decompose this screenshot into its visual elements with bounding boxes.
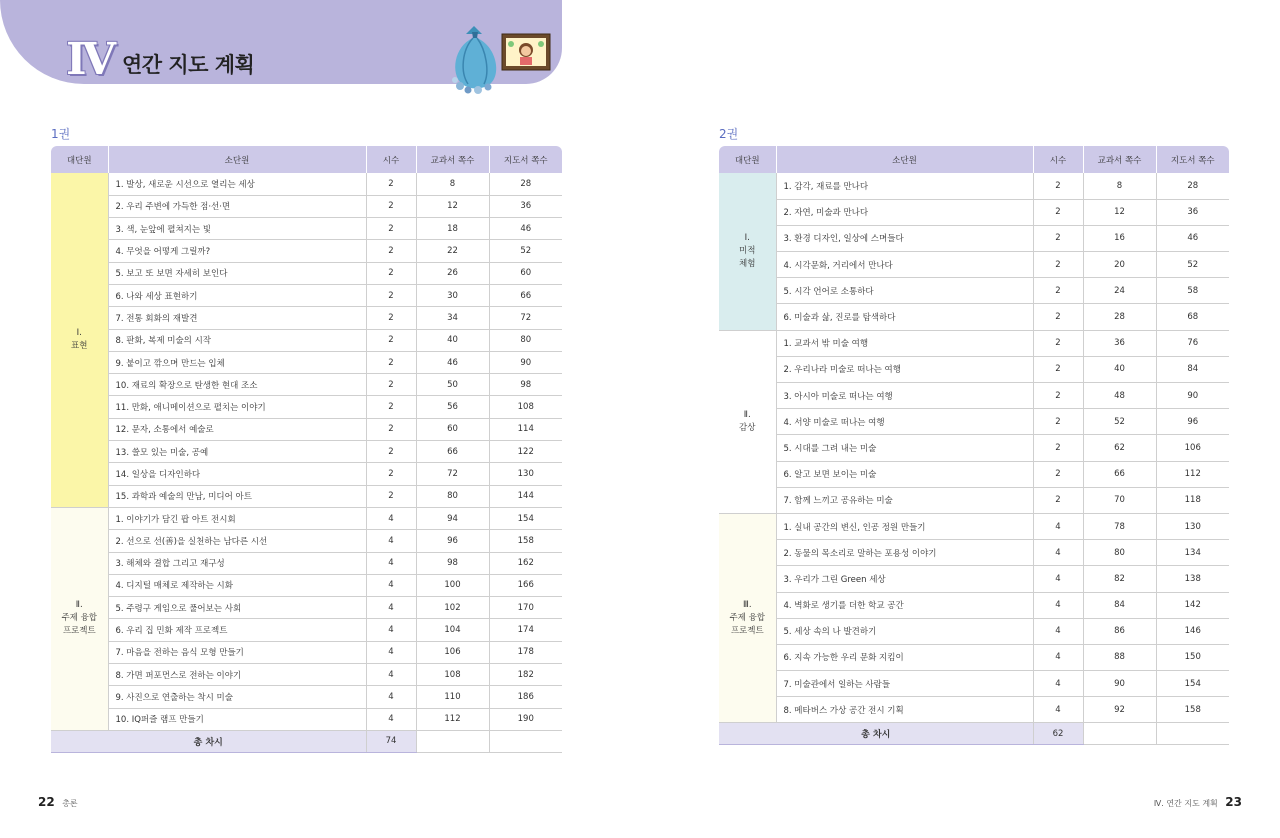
major-unit-cell: Ⅱ. 감상 bbox=[719, 330, 776, 513]
table-row bbox=[719, 618, 1229, 644]
hours-cell: 2 bbox=[1033, 330, 1083, 356]
guide-page-cell: 122 bbox=[489, 441, 562, 463]
textbook-page-cell: 16 bbox=[1083, 225, 1156, 251]
guide-page-cell: 158 bbox=[1156, 697, 1229, 723]
textbook-page-cell: 86 bbox=[1083, 618, 1156, 644]
hours-cell: 2 bbox=[366, 173, 416, 195]
minor-unit-cell: 3. 아시아 미술로 떠나는 여행 bbox=[776, 383, 1033, 409]
minor-unit-cell: 7. 마음을 전하는 음식 모형 만들기 bbox=[108, 641, 366, 663]
minor-unit-cell: 8. 판화, 복제 미술의 시작 bbox=[108, 329, 366, 351]
header-hours: 시수 bbox=[1033, 146, 1083, 173]
table-row bbox=[719, 592, 1229, 618]
textbook-page-cell: 36 bbox=[1083, 330, 1156, 356]
textbook-page-cell: 102 bbox=[416, 597, 489, 619]
major-unit-cell: Ⅱ. 주제 융합 프로젝트 bbox=[51, 507, 108, 730]
bag-illustration-icon bbox=[452, 26, 496, 94]
minor-unit-cell: 5. 주령구 게임으로 풀어보는 사회 bbox=[108, 597, 366, 619]
textbook-page-cell: 108 bbox=[416, 664, 489, 686]
table-row bbox=[51, 195, 562, 217]
table-row bbox=[719, 330, 1229, 356]
major-unit-cell: Ⅰ. 표현 bbox=[51, 173, 108, 507]
minor-unit-cell: 1. 감각, 재료를 만나다 bbox=[776, 173, 1033, 199]
textbook-page-cell: 30 bbox=[416, 284, 489, 306]
textbook-page-cell: 40 bbox=[416, 329, 489, 351]
total-empty-cell bbox=[1156, 723, 1229, 745]
table-row bbox=[51, 240, 562, 262]
table-row bbox=[719, 461, 1229, 487]
minor-unit-cell: 4. 서양 미술로 떠나는 여행 bbox=[776, 409, 1033, 435]
hours-cell: 2 bbox=[366, 262, 416, 284]
textbook-page-cell: 104 bbox=[416, 619, 489, 641]
hours-cell: 4 bbox=[366, 641, 416, 663]
hours-cell: 2 bbox=[366, 374, 416, 396]
chapter-numeral: Ⅳ bbox=[66, 34, 114, 85]
guide-page-cell: 80 bbox=[489, 329, 562, 351]
hours-cell: 4 bbox=[366, 708, 416, 730]
hours-cell: 4 bbox=[366, 552, 416, 574]
hours-cell: 2 bbox=[366, 351, 416, 373]
textbook-page-cell: 18 bbox=[416, 218, 489, 240]
guide-page-cell: 138 bbox=[1156, 566, 1229, 592]
hours-cell: 4 bbox=[366, 507, 416, 529]
minor-unit-cell: 9. 사진으로 연출하는 착시 미술 bbox=[108, 686, 366, 708]
guide-page-cell: 150 bbox=[1156, 644, 1229, 670]
volume2-plan-table bbox=[719, 146, 1229, 745]
hours-cell: 4 bbox=[1033, 540, 1083, 566]
minor-unit-cell: 6. 미술과 삶, 진로를 탐색하다 bbox=[776, 304, 1033, 330]
hours-cell: 4 bbox=[1033, 671, 1083, 697]
table-row bbox=[51, 374, 562, 396]
table-row bbox=[51, 173, 562, 195]
total-hours: 62 bbox=[1033, 723, 1083, 745]
hours-cell: 4 bbox=[366, 664, 416, 686]
textbook-page-cell: 106 bbox=[416, 641, 489, 663]
hours-cell: 2 bbox=[366, 284, 416, 306]
hours-cell: 2 bbox=[366, 418, 416, 440]
minor-unit-cell: 2. 우리 주변에 가득한 점·선·면 bbox=[108, 195, 366, 217]
textbook-page-cell: 20 bbox=[1083, 252, 1156, 278]
hours-cell: 2 bbox=[1033, 252, 1083, 278]
textbook-page-cell: 40 bbox=[1083, 356, 1156, 382]
minor-unit-cell: 2. 자연, 미술과 만나다 bbox=[776, 199, 1033, 225]
hours-cell: 2 bbox=[1033, 304, 1083, 330]
total-empty-cell bbox=[489, 730, 562, 752]
minor-unit-cell: 2. 선으로 선(善)을 실천하는 남다른 시선 bbox=[108, 530, 366, 552]
minor-unit-cell: 4. 무엇을 어떻게 그릴까? bbox=[108, 240, 366, 262]
header-major-unit: 대단원 bbox=[51, 146, 108, 173]
header-hours: 시수 bbox=[366, 146, 416, 173]
hours-cell: 2 bbox=[366, 218, 416, 240]
guide-page-cell: 142 bbox=[1156, 592, 1229, 618]
table-row bbox=[51, 574, 562, 596]
footer-right-text: Ⅳ. 연간 지도 계획 bbox=[1153, 799, 1218, 808]
page-number-left: 22 bbox=[38, 795, 55, 809]
table-row bbox=[719, 304, 1229, 330]
hours-cell: 2 bbox=[1033, 409, 1083, 435]
guide-page-cell: 190 bbox=[489, 708, 562, 730]
decorative-illustration bbox=[444, 20, 554, 96]
guide-page-cell: 118 bbox=[1156, 487, 1229, 513]
minor-unit-cell: 6. 우리 집 민화 제작 프로젝트 bbox=[108, 619, 366, 641]
table-row bbox=[51, 708, 562, 730]
footer-right bbox=[1154, 795, 1242, 809]
hours-cell: 2 bbox=[366, 195, 416, 217]
table-row bbox=[51, 218, 562, 240]
guide-page-cell: 130 bbox=[1156, 513, 1229, 539]
minor-unit-cell: 9. 붙이고 깎으며 만드는 입체 bbox=[108, 351, 366, 373]
table-row bbox=[719, 487, 1229, 513]
hours-cell: 2 bbox=[366, 485, 416, 507]
volume2-label: 2권 bbox=[719, 127, 739, 141]
hours-cell: 4 bbox=[366, 619, 416, 641]
minor-unit-cell: 1. 실내 공간의 변신, 인공 정원 만들기 bbox=[776, 513, 1033, 539]
textbook-page-cell: 78 bbox=[1083, 513, 1156, 539]
major-unit-cell: Ⅲ. 주제 융합 프로젝트 bbox=[719, 513, 776, 723]
guide-page-cell: 58 bbox=[1156, 278, 1229, 304]
table-row bbox=[719, 173, 1229, 199]
table-row bbox=[51, 686, 562, 708]
minor-unit-cell: 10. 재료의 확장으로 탄생한 현대 조소 bbox=[108, 374, 366, 396]
table-row bbox=[51, 262, 562, 284]
table-row bbox=[51, 485, 562, 507]
textbook-page-cell: 48 bbox=[1083, 383, 1156, 409]
textbook-page-cell: 34 bbox=[416, 307, 489, 329]
guide-page-cell: 144 bbox=[489, 485, 562, 507]
minor-unit-cell: 4. 벽화로 생기를 더한 학교 공간 bbox=[776, 592, 1033, 618]
guide-page-cell: 174 bbox=[489, 619, 562, 641]
hours-cell: 2 bbox=[366, 396, 416, 418]
table-row bbox=[51, 396, 562, 418]
volume1-plan-table bbox=[51, 146, 562, 753]
table-row bbox=[719, 697, 1229, 723]
table-row bbox=[51, 329, 562, 351]
hours-cell: 2 bbox=[1033, 278, 1083, 304]
page-number-right: 23 bbox=[1225, 795, 1242, 809]
textbook-page-cell: 84 bbox=[1083, 592, 1156, 618]
header-textbook-pages: 교과서 쪽수 bbox=[1083, 146, 1156, 173]
hours-cell: 2 bbox=[366, 240, 416, 262]
table-row bbox=[51, 530, 562, 552]
textbook-page-cell: 98 bbox=[416, 552, 489, 574]
table-row bbox=[719, 671, 1229, 697]
guide-page-cell: 108 bbox=[489, 396, 562, 418]
volume1-label: 1권 bbox=[51, 127, 71, 141]
guide-page-cell: 186 bbox=[489, 686, 562, 708]
guide-page-cell: 158 bbox=[489, 530, 562, 552]
guide-page-cell: 84 bbox=[1156, 356, 1229, 382]
table-row bbox=[51, 351, 562, 373]
textbook-page-cell: 8 bbox=[1083, 173, 1156, 199]
minor-unit-cell: 6. 알고 보면 보이는 미술 bbox=[776, 461, 1033, 487]
hours-cell: 4 bbox=[366, 686, 416, 708]
guide-page-cell: 182 bbox=[489, 664, 562, 686]
textbook-page-cell: 50 bbox=[416, 374, 489, 396]
textbook-page-cell: 56 bbox=[416, 396, 489, 418]
total-empty-cell bbox=[416, 730, 489, 752]
textbook-page-cell: 80 bbox=[1083, 540, 1156, 566]
table-row bbox=[719, 225, 1229, 251]
minor-unit-cell: 13. 쓸모 있는 미술, 공예 bbox=[108, 441, 366, 463]
guide-page-cell: 166 bbox=[489, 574, 562, 596]
hours-cell: 4 bbox=[366, 530, 416, 552]
hours-cell: 4 bbox=[366, 597, 416, 619]
hours-cell: 2 bbox=[1033, 173, 1083, 199]
textbook-page-cell: 62 bbox=[1083, 435, 1156, 461]
table-row bbox=[719, 278, 1229, 304]
guide-page-cell: 130 bbox=[489, 463, 562, 485]
table-row bbox=[719, 356, 1229, 382]
textbook-page-cell: 80 bbox=[416, 485, 489, 507]
textbook-page-cell: 52 bbox=[1083, 409, 1156, 435]
hours-cell: 2 bbox=[1033, 199, 1083, 225]
table-header-row bbox=[51, 146, 562, 173]
textbook-page-cell: 26 bbox=[416, 262, 489, 284]
table-row bbox=[719, 383, 1229, 409]
guide-page-cell: 146 bbox=[1156, 618, 1229, 644]
textbook-page-cell: 94 bbox=[416, 507, 489, 529]
table-row bbox=[719, 540, 1229, 566]
hours-cell: 2 bbox=[1033, 435, 1083, 461]
footer-left-text: 총론 bbox=[62, 799, 78, 808]
minor-unit-cell: 14. 일상을 디자인하다 bbox=[108, 463, 366, 485]
minor-unit-cell: 7. 함께 느끼고 공유하는 미술 bbox=[776, 487, 1033, 513]
minor-unit-cell: 5. 시각 언어로 소통하다 bbox=[776, 278, 1033, 304]
textbook-page-cell: 72 bbox=[416, 463, 489, 485]
hours-cell: 2 bbox=[1033, 225, 1083, 251]
hours-cell: 4 bbox=[1033, 592, 1083, 618]
guide-page-cell: 90 bbox=[1156, 383, 1229, 409]
textbook-page-cell: 12 bbox=[1083, 199, 1156, 225]
table-row bbox=[51, 284, 562, 306]
hours-cell: 2 bbox=[366, 307, 416, 329]
textbook-page-cell: 88 bbox=[1083, 644, 1156, 670]
table-row bbox=[51, 641, 562, 663]
guide-page-cell: 52 bbox=[1156, 252, 1229, 278]
textbook-page-cell: 46 bbox=[416, 351, 489, 373]
textbook-page-cell: 28 bbox=[1083, 304, 1156, 330]
guide-page-cell: 76 bbox=[1156, 330, 1229, 356]
minor-unit-cell: 5. 보고 또 보면 자세히 보인다 bbox=[108, 262, 366, 284]
page-title: 연간 지도 계획 bbox=[122, 53, 255, 77]
total-row bbox=[51, 730, 562, 752]
table-row bbox=[719, 435, 1229, 461]
guide-page-cell: 68 bbox=[1156, 304, 1229, 330]
minor-unit-cell: 15. 과학과 예술의 만남, 미디어 아트 bbox=[108, 485, 366, 507]
guide-page-cell: 52 bbox=[489, 240, 562, 262]
total-label: 총 차시 bbox=[719, 723, 1033, 745]
framed-picture-icon bbox=[502, 34, 550, 70]
guide-page-cell: 114 bbox=[489, 418, 562, 440]
header-major-unit: 대단원 bbox=[719, 146, 776, 173]
minor-unit-cell: 5. 시대를 그려 내는 미술 bbox=[776, 435, 1033, 461]
hours-cell: 2 bbox=[366, 463, 416, 485]
header-minor-unit: 소단원 bbox=[776, 146, 1033, 173]
textbook-page-cell: 82 bbox=[1083, 566, 1156, 592]
table-row bbox=[51, 552, 562, 574]
minor-unit-cell: 1. 발상, 새로운 시선으로 열리는 세상 bbox=[108, 173, 366, 195]
textbook-page-cell: 60 bbox=[416, 418, 489, 440]
table-row bbox=[51, 619, 562, 641]
textbook-page-cell: 8 bbox=[416, 173, 489, 195]
guide-page-cell: 134 bbox=[1156, 540, 1229, 566]
guide-page-cell: 28 bbox=[489, 173, 562, 195]
table-row bbox=[719, 513, 1229, 539]
total-row bbox=[719, 723, 1229, 745]
table-row bbox=[719, 252, 1229, 278]
minor-unit-cell: 2. 동물의 목소리로 말하는 포용성 이야기 bbox=[776, 540, 1033, 566]
guide-page-cell: 112 bbox=[1156, 461, 1229, 487]
header-textbook-pages: 교과서 쪽수 bbox=[416, 146, 489, 173]
minor-unit-cell: 7. 미술관에서 일하는 사람들 bbox=[776, 671, 1033, 697]
guide-page-cell: 36 bbox=[489, 195, 562, 217]
guide-page-cell: 46 bbox=[1156, 225, 1229, 251]
hours-cell: 2 bbox=[1033, 487, 1083, 513]
textbook-page-cell: 110 bbox=[416, 686, 489, 708]
total-empty-cell bbox=[1083, 723, 1156, 745]
textbook-page-cell: 92 bbox=[1083, 697, 1156, 723]
textbook-page-cell: 66 bbox=[1083, 461, 1156, 487]
minor-unit-cell: 3. 색, 눈앞에 펼쳐지는 빛 bbox=[108, 218, 366, 240]
textbook-page-cell: 22 bbox=[416, 240, 489, 262]
textbook-page-cell: 100 bbox=[416, 574, 489, 596]
total-hours: 74 bbox=[366, 730, 416, 752]
minor-unit-cell: 12. 문자, 소통에서 예술로 bbox=[108, 418, 366, 440]
table-row bbox=[719, 409, 1229, 435]
total-label: 총 차시 bbox=[51, 730, 366, 752]
guide-page-cell: 90 bbox=[489, 351, 562, 373]
guide-page-cell: 66 bbox=[489, 284, 562, 306]
minor-unit-cell: 1. 이야기가 담긴 팝 아트 전시회 bbox=[108, 507, 366, 529]
table-row bbox=[51, 441, 562, 463]
major-unit-cell: Ⅰ. 미적 체험 bbox=[719, 173, 776, 330]
table-row bbox=[719, 199, 1229, 225]
table-row bbox=[51, 597, 562, 619]
textbook-page-cell: 90 bbox=[1083, 671, 1156, 697]
minor-unit-cell: 7. 전통 회화의 재발견 bbox=[108, 307, 366, 329]
textbook-page-cell: 96 bbox=[416, 530, 489, 552]
textbook-page-cell: 24 bbox=[1083, 278, 1156, 304]
textbook-page-cell: 112 bbox=[416, 708, 489, 730]
hours-cell: 4 bbox=[1033, 644, 1083, 670]
guide-page-cell: 46 bbox=[489, 218, 562, 240]
header-guide-pages: 지도서 쪽수 bbox=[489, 146, 562, 173]
table-header-row bbox=[719, 146, 1229, 173]
header-guide-pages: 지도서 쪽수 bbox=[1156, 146, 1229, 173]
hours-cell: 4 bbox=[1033, 513, 1083, 539]
minor-unit-cell: 6. 나와 세상 표현하기 bbox=[108, 284, 366, 306]
table-row bbox=[719, 566, 1229, 592]
minor-unit-cell: 2. 우리나라 미술로 떠나는 여행 bbox=[776, 356, 1033, 382]
guide-page-cell: 28 bbox=[1156, 173, 1229, 199]
hours-cell: 4 bbox=[1033, 566, 1083, 592]
guide-page-cell: 60 bbox=[489, 262, 562, 284]
guide-page-cell: 178 bbox=[489, 641, 562, 663]
hours-cell: 4 bbox=[1033, 618, 1083, 644]
table-row bbox=[51, 507, 562, 529]
table-row bbox=[51, 307, 562, 329]
minor-unit-cell: 6. 지속 가능한 우리 문화 지킴이 bbox=[776, 644, 1033, 670]
header-minor-unit: 소단원 bbox=[108, 146, 366, 173]
textbook-page-cell: 12 bbox=[416, 195, 489, 217]
table-row bbox=[719, 644, 1229, 670]
hours-cell: 2 bbox=[366, 441, 416, 463]
minor-unit-cell: 10. IQ퍼즐 램프 만들기 bbox=[108, 708, 366, 730]
textbook-page-cell: 70 bbox=[1083, 487, 1156, 513]
table-row bbox=[51, 463, 562, 485]
guide-page-cell: 96 bbox=[1156, 409, 1229, 435]
guide-page-cell: 72 bbox=[489, 307, 562, 329]
minor-unit-cell: 4. 디지털 매체로 제작하는 시화 bbox=[108, 574, 366, 596]
footer-left bbox=[38, 795, 78, 809]
guide-page-cell: 162 bbox=[489, 552, 562, 574]
table-row bbox=[51, 418, 562, 440]
minor-unit-cell: 3. 해체와 결합 그리고 재구성 bbox=[108, 552, 366, 574]
table-row bbox=[51, 664, 562, 686]
hours-cell: 4 bbox=[1033, 697, 1083, 723]
minor-unit-cell: 4. 시각문화, 거리에서 만나다 bbox=[776, 252, 1033, 278]
minor-unit-cell: 8. 메타버스 가상 공간 전시 기획 bbox=[776, 697, 1033, 723]
minor-unit-cell: 11. 만화, 애니메이션으로 펼치는 이야기 bbox=[108, 396, 366, 418]
guide-page-cell: 36 bbox=[1156, 199, 1229, 225]
minor-unit-cell: 5. 세상 속의 나 발견하기 bbox=[776, 618, 1033, 644]
guide-page-cell: 106 bbox=[1156, 435, 1229, 461]
hours-cell: 4 bbox=[366, 574, 416, 596]
guide-page-cell: 154 bbox=[489, 507, 562, 529]
minor-unit-cell: 8. 가면 퍼포먼스로 전하는 이야기 bbox=[108, 664, 366, 686]
hours-cell: 2 bbox=[1033, 356, 1083, 382]
hours-cell: 2 bbox=[1033, 461, 1083, 487]
hours-cell: 2 bbox=[1033, 383, 1083, 409]
minor-unit-cell: 3. 환경 디자인, 일상에 스며들다 bbox=[776, 225, 1033, 251]
minor-unit-cell: 1. 교과서 밖 미술 여행 bbox=[776, 330, 1033, 356]
minor-unit-cell: 3. 우리가 그린 Green 세상 bbox=[776, 566, 1033, 592]
hours-cell: 2 bbox=[366, 329, 416, 351]
guide-page-cell: 170 bbox=[489, 597, 562, 619]
textbook-page-cell: 66 bbox=[416, 441, 489, 463]
guide-page-cell: 154 bbox=[1156, 671, 1229, 697]
guide-page-cell: 98 bbox=[489, 374, 562, 396]
